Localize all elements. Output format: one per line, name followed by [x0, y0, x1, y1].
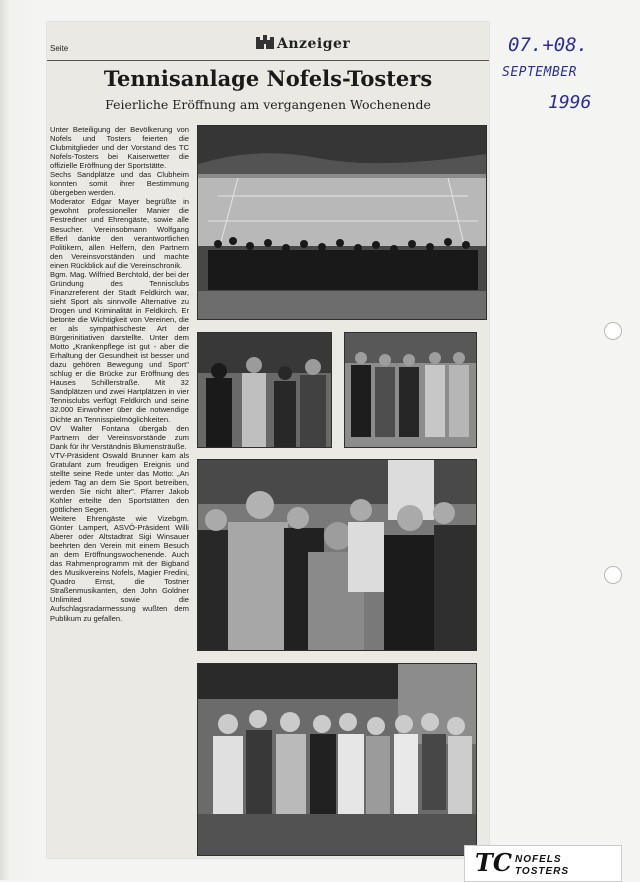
paragraph: VTV-Präsident Oswald Brunner kam als Gratulant zum freudigen Ereignis und stellte seine Rede unter das Motto: „An jedem Tag an dem Sie Sport betreiben, werden Sie nicht älter". Pfarrer Jakob Kohler erteilte den Sportstätten den göttlichen Segen. — [50, 450, 189, 514]
club-logo-letters: TC — [475, 848, 512, 877]
photo-honorees-portrait — [197, 459, 477, 651]
punch-hole-upper — [604, 322, 622, 340]
handwritten-month: SEPTEMBER — [502, 65, 577, 80]
club-logo — [464, 845, 622, 882]
paragraph: Weitere Ehrengäste wie Vizebgm. Günter Lampert, ASVÖ-Präsident Willi Aberer oder Altstadtrat Sigi Winsauer beehrten den Verein mit einem Besuch an dem Eröffnungswochenende. Auch das Rahmenprogramm mit der Bigband des Musikvereins Nofels, Magier Fredini, Quadro Ernst, die Tostner Straßenmusikanten, den John Goldner Unlimited sowie die Aufschlagsradarmessung wußten dem Publikum zu gefallen. — [50, 514, 189, 623]
club-logo-line-2: TOSTERS — [515, 866, 570, 877]
photo-children-audience — [197, 663, 477, 856]
photo-court-crowd — [197, 125, 487, 320]
page-header — [47, 22, 489, 61]
handwritten-year: 1996 — [548, 92, 592, 113]
paragraph: Moderator Edgar Mayer begrüßte in gewohnt professioneller Manier die Festredner und Ehrengäste, sowie alle Besucher. Vereinsobmann Wolfgang Efferl dankte den verantwortlichen Politikern, allen Helfern, den Partnern den Vereinsvorständen und machte einen Rückblick auf die Vereinschronik. — [50, 197, 189, 270]
photo-officials-group — [344, 332, 477, 448]
masthead-title: Anzeiger — [277, 36, 351, 52]
article-body — [50, 125, 189, 855]
photo-handshake — [197, 332, 332, 448]
article-headline: Tennisanlage Nofels-Tosters — [103, 66, 433, 91]
punch-hole-lower — [604, 566, 622, 584]
handwritten-date: 07.+08. — [508, 34, 589, 56]
paragraph: OV Walter Fontana übergab den Partnern der Vereinsvorstände zum Dank für ihr Verständnis Blumensträuße. — [50, 423, 189, 451]
page-label: Seite — [50, 44, 69, 53]
castle-icon — [254, 35, 276, 49]
club-logo-line-1: NOFELS — [515, 854, 562, 865]
article-subheadline: Feierliche Eröffnung am vergangenen Wochenende — [105, 97, 431, 112]
paragraph: Bgm. Mag. Wilfried Berchtold, der bei der Gründung des Tennisclubs Finanzreferent der Stadt Feldkirch war, sieht Sport als sinnvolle Alternative zu Drogen und Kriminalität in Feldkirch. Er betonte die Wichtigkeit von Vereinen, die er als sympathischeste Art der Bürgerinitiativen darstellte. Unter dem Motto „Krankenpflege ist gut - aber die Erhaltung der Gesundheit ist besser und dazu gehören Bewegung und Sport" schlug er die Brücke zur Eröffnung des Hauses Schillerstraße. Mit 32 Sandplätzen und zwei Hartplätzen in vier Tennisclubs verfügt Feldkirch und seine 32.000 Einwohner über die notwendige Dichte an Tennisspielmöglichkeiten. — [50, 269, 189, 424]
newspaper-clipping — [47, 22, 489, 858]
paragraph: Unter Beteiligung der Bevölkerung von Nofels und Tosters feierten die Clubmitglieder und der Vorstand des TC Nofels-Tosters bei Kaiserwetter die offizielle Eröffnung der Sportstätte. — [50, 125, 189, 171]
paragraph: Sechs Sandplätze und das Clubheim konnten somit ihrer Bestimmung übergeben werden. — [50, 170, 189, 198]
